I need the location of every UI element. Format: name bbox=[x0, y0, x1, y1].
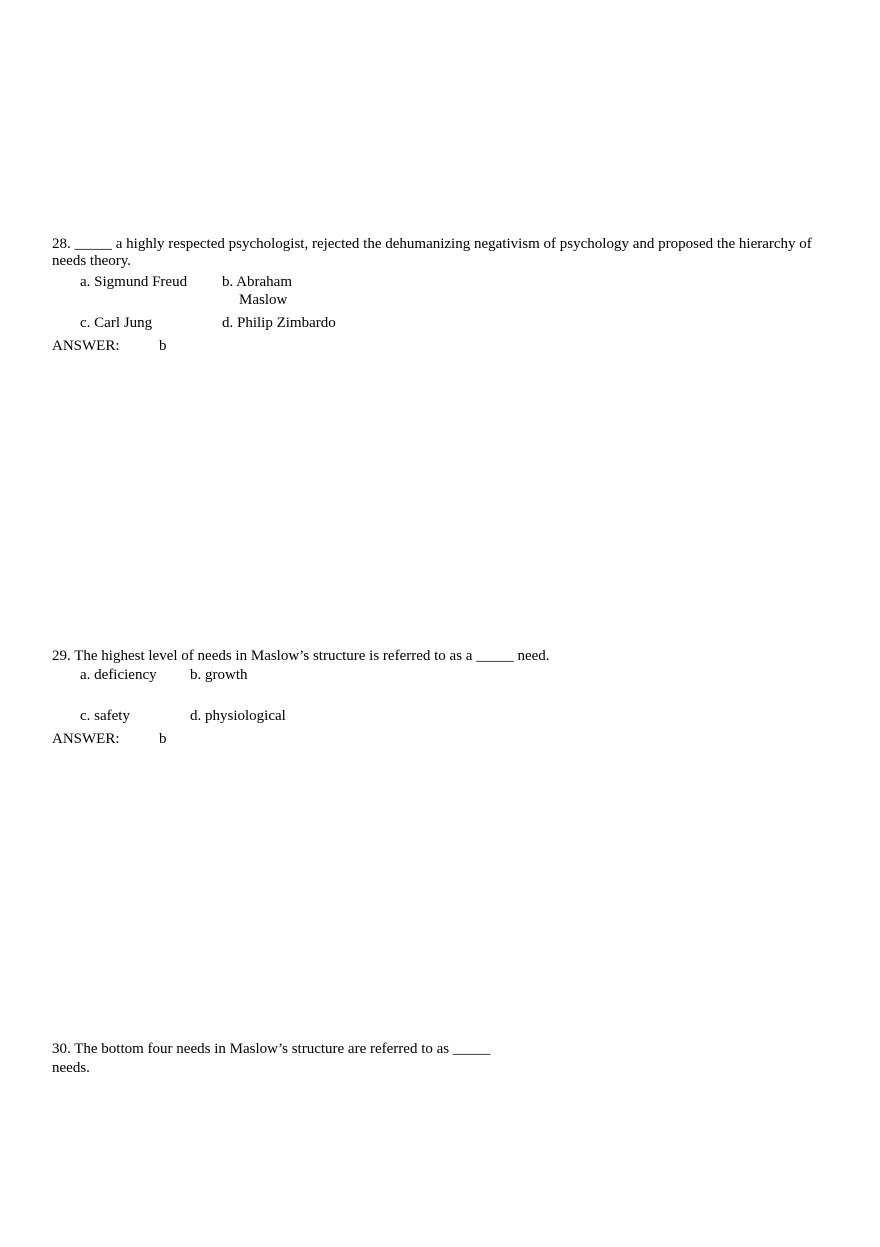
choice-a: a. deficiency bbox=[80, 667, 157, 683]
question-number: 29. bbox=[52, 648, 71, 664]
choice-a: a. Sigmund Freud bbox=[80, 274, 188, 290]
choice-b: b. growth bbox=[190, 667, 248, 683]
question-stem-continued: needs. bbox=[52, 1060, 90, 1076]
choice-d: d. Philip Zimbardo bbox=[222, 315, 336, 331]
answer-label: ANSWER: bbox=[52, 731, 120, 747]
answer-value: b bbox=[159, 338, 167, 354]
choice-b: b. Abraham bbox=[222, 274, 292, 290]
question-number: 30. bbox=[52, 1041, 71, 1057]
question-stem: The bottom four needs in Maslow’s structure are referred to as _____ bbox=[74, 1041, 491, 1057]
question-stem: _____ a highly respected psychologist, rejected the dehumanizing negativism of psychology and proposed the hierarchy of needs theory. bbox=[52, 236, 812, 269]
question-28-text bbox=[52, 236, 812, 270]
question-stem: The highest level of needs in Maslow’s structure is referred to as a _____ need. bbox=[74, 648, 550, 664]
answer-value: b bbox=[159, 731, 167, 747]
choice-b-continued: Maslow bbox=[239, 292, 288, 308]
answer-label: ANSWER: bbox=[52, 338, 120, 354]
choice-c: c. safety bbox=[80, 708, 130, 724]
question-number: 28. bbox=[52, 236, 71, 252]
choice-d: d. physiological bbox=[190, 708, 286, 724]
choice-c: c. Carl Jung bbox=[80, 315, 153, 331]
question-29-text bbox=[52, 648, 812, 665]
question-30-text bbox=[52, 1041, 490, 1058]
